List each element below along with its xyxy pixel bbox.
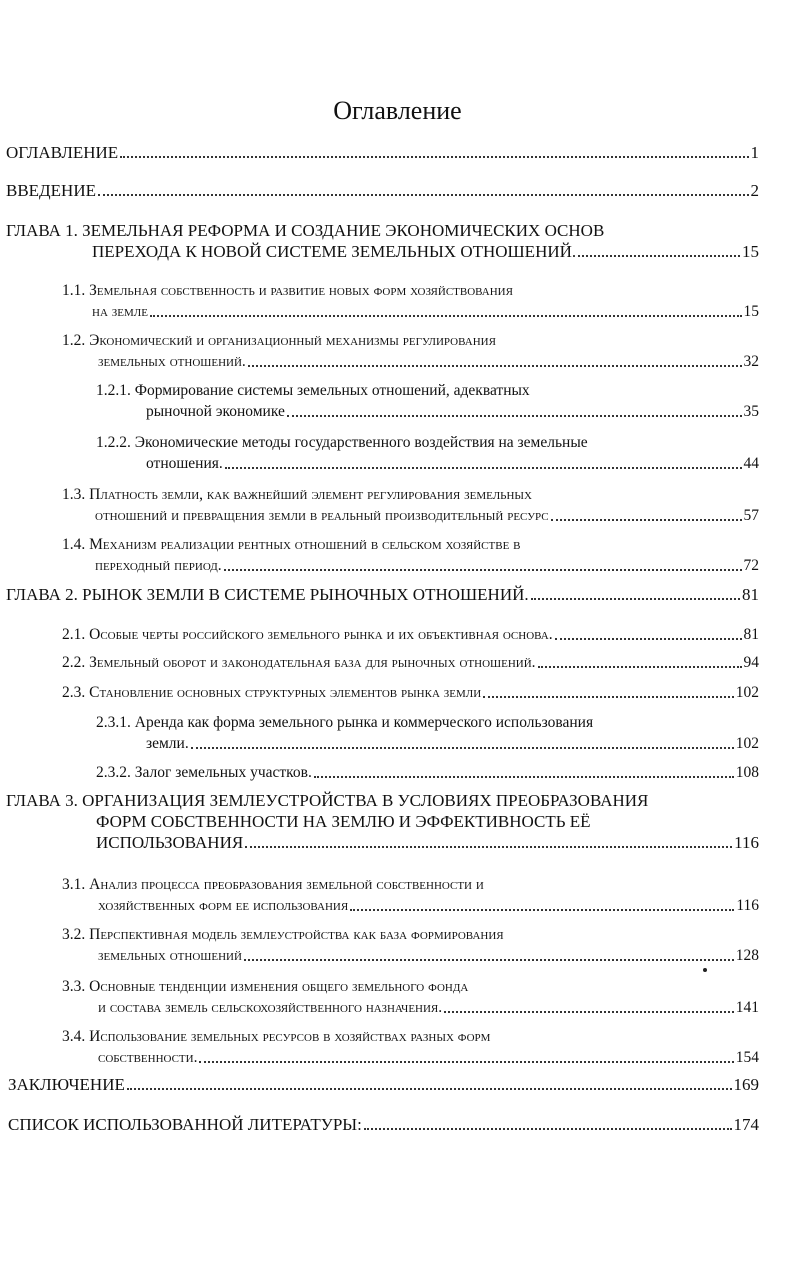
toc-entry-title: 2.2. Земельный оборот и законодательная база для рыночных отношений. — [62, 654, 536, 671]
toc-entry-section-1-1[interactable] — [62, 280, 759, 322]
toc-page-number: 81 — [743, 626, 759, 643]
toc-entry-chapter-3[interactable] — [6, 790, 759, 853]
toc-page-number: 35 — [743, 403, 759, 420]
dot-leader — [531, 598, 740, 600]
toc-entry-title-cont: собственности. — [98, 1049, 198, 1066]
dot-leader — [350, 909, 734, 911]
toc-entry-section-2-1[interactable] — [62, 624, 759, 645]
dot-leader — [244, 959, 734, 961]
toc-page-number: 116 — [734, 833, 759, 852]
toc-entry-introduction[interactable] — [6, 180, 759, 201]
toc-entry-title: 2.3.2. Залог земельных участков. — [96, 764, 312, 781]
toc-entry-title: 3.4. Использование земельных ресурсов в хозяйствах разных форм — [62, 1028, 491, 1045]
toc-entry-title-cont: ИСПОЛЬЗОВАНИЯ — [96, 833, 244, 852]
dot-leader — [364, 1128, 732, 1130]
dot-leader — [120, 156, 748, 158]
scan-speck — [703, 968, 707, 972]
toc-entry-section-1-2-1[interactable] — [96, 380, 759, 422]
toc-entry-conclusion[interactable] — [8, 1074, 759, 1095]
toc-page-number: 2 — [750, 181, 759, 200]
toc-entry-title: 2.1. Особые черты российского земельного рынка и их объективная основа. — [62, 626, 553, 643]
toc-page-number: 94 — [743, 654, 759, 671]
toc-entry-section-3-2[interactable] — [62, 924, 759, 966]
toc-entry-title: ГЛАВА 2. РЫНОК ЗЕМЛИ В СИСТЕМЕ РЫНОЧНЫХ ОТНОШЕНИЙ. — [6, 585, 529, 604]
toc-page-number: 57 — [743, 507, 759, 524]
toc-page-number: 128 — [735, 947, 759, 964]
toc-entry-section-2-3[interactable] — [62, 682, 759, 703]
toc-page-number: 169 — [733, 1075, 759, 1094]
toc-entry-section-1-4[interactable] — [62, 534, 759, 576]
toc-entry-title: 1.4. Механизм реализации рентных отношений в сельском хозяйстве в — [62, 536, 521, 553]
toc-entry-section-2-3-1[interactable] — [96, 712, 759, 754]
toc-entry-title: 1.2.2. Экономические методы государственного воздействия на земельные — [96, 434, 588, 451]
toc-page-number: 81 — [742, 585, 759, 604]
toc-entry-title: ГЛАВА 3. ОРГАНИЗАЦИЯ ЗЕМЛЕУСТРОЙСТВА В УСЛОВИЯХ ПРЕОБРАЗОВАНИЯ — [6, 791, 649, 810]
toc-page-number: 44 — [743, 455, 759, 472]
toc-entry-title: 3.2. Перспективная модель землеустройства как база формирования — [62, 926, 504, 943]
dot-leader — [578, 255, 740, 257]
toc-entry-section-3-4[interactable] — [62, 1026, 759, 1068]
dot-leader — [314, 776, 734, 778]
toc-entry-title: ОГЛАВЛЕНИЕ — [6, 143, 119, 162]
toc-entry-chapter-2[interactable] — [6, 584, 759, 605]
toc-entry-title: 3.3. Основные тенденции изменения общего земельного фонда — [62, 978, 469, 995]
toc-entry-title: 3.1. Анализ процесса преобразования земельной собственности и — [62, 876, 484, 893]
toc-entry-title-cont: земельных отношений — [98, 947, 242, 964]
toc-page-number: 72 — [743, 557, 759, 574]
dot-leader — [287, 415, 742, 417]
toc-entry-title-cont: земли. — [146, 735, 189, 752]
toc-page-number: 32 — [743, 353, 759, 370]
dot-leader — [538, 666, 742, 668]
toc-entry-section-3-1[interactable] — [62, 874, 759, 916]
toc-entry-section-2-3-2[interactable] — [96, 762, 759, 783]
toc-entry-title-cont: ФОРМ СОБСТВЕННОСТИ НА ЗЕМЛЮ И ЭФФЕКТИВНОСТЬ ЕЁ — [96, 812, 591, 831]
toc-entry-title: 1.3. Платность земли, как важнейший элемент регулирования земельных — [62, 486, 532, 503]
dot-leader — [191, 747, 734, 749]
toc-entry-section-3-3[interactable] — [62, 976, 759, 1018]
toc-entry-title-cont: переходный период. — [95, 557, 222, 574]
toc-entry-title-cont: земельных отношений. — [98, 353, 246, 370]
toc-entry-title-cont: хозяйственных форм ее использования — [98, 897, 349, 914]
toc-entry-section-1-3[interactable] — [62, 484, 759, 526]
dot-leader — [444, 1011, 734, 1013]
dot-leader — [199, 1061, 733, 1063]
toc-page-number: 154 — [735, 1049, 759, 1066]
toc-entry-title: ГЛАВА 1. ЗЕМЕЛЬНАЯ РЕФОРМА И СОЗДАНИЕ ЭКОНОМИЧЕСКИХ ОСНОВ — [6, 221, 605, 240]
toc-entry-title: 2.3. Становление основных структурных элементов рынка земли — [62, 684, 482, 701]
dot-leader — [551, 519, 742, 521]
toc-entry-title: 1.2.1. Формирование системы земельных отношений, адекватных — [96, 382, 530, 399]
toc-entry-title: 1.2. Экономический и организационный механизмы регулирования — [62, 332, 496, 349]
toc-page-number: 15 — [743, 303, 759, 320]
toc-entry-title: ВВЕДЕНИЕ — [6, 181, 96, 200]
toc-entry-title: СПИСОК ИСПОЛЬЗОВАННОЙ ЛИТЕРАТУРЫ: — [8, 1115, 362, 1134]
toc-entry-title: 1.1. Земельная собственность и развитие новых форм хозяйствования — [62, 282, 513, 299]
toc-page-number: 174 — [733, 1115, 759, 1134]
toc-entry-title-cont: рыночной экономике — [146, 403, 285, 420]
toc-page-number: 141 — [735, 999, 759, 1016]
dot-leader — [225, 467, 742, 469]
toc-entry-title-cont: ПЕРЕХОДА К НОВОЙ СИСТЕМЕ ЗЕМЕЛЬНЫХ ОТНОШЕНИЙ. — [92, 242, 577, 261]
dot-leader — [248, 365, 742, 367]
toc-page-number: 116 — [736, 897, 759, 914]
toc-entry-section-1-2[interactable] — [62, 330, 759, 372]
page-title: Оглавление — [333, 96, 462, 125]
toc-entry-chapter-1[interactable] — [6, 220, 759, 262]
toc-page-number: 108 — [735, 764, 759, 781]
toc-entry-references[interactable] — [8, 1114, 759, 1135]
dot-leader — [483, 696, 734, 698]
dot-leader — [150, 315, 742, 317]
toc-entry-title-cont: отношений и превращения земли в реальный производительный ресурс — [95, 507, 549, 524]
dot-leader — [98, 194, 749, 196]
toc-entry-title-cont: и состава земель сельскохозяйственного назначения. — [98, 999, 443, 1016]
dot-leader — [555, 638, 742, 640]
toc-entry-contents[interactable] — [6, 142, 759, 163]
toc-page-number: 102 — [735, 735, 759, 752]
dot-leader — [245, 846, 732, 848]
toc-page-number: 102 — [735, 684, 759, 701]
dot-leader — [224, 569, 742, 571]
toc-entry-title: ЗАКЛЮЧЕНИЕ — [8, 1075, 125, 1094]
toc-entry-title: 2.3.1. Аренда как форма земельного рынка и коммерческого использования — [96, 714, 594, 731]
toc-entry-title-cont: отношения. — [146, 455, 223, 472]
toc-entry-title-cont: на земле — [92, 303, 148, 320]
toc-entry-section-2-2[interactable] — [62, 652, 759, 673]
toc-entry-section-1-2-2[interactable] — [96, 432, 759, 474]
toc-page-number: 15 — [742, 242, 759, 261]
dot-leader — [127, 1088, 732, 1090]
toc-page-number: 1 — [750, 143, 759, 162]
